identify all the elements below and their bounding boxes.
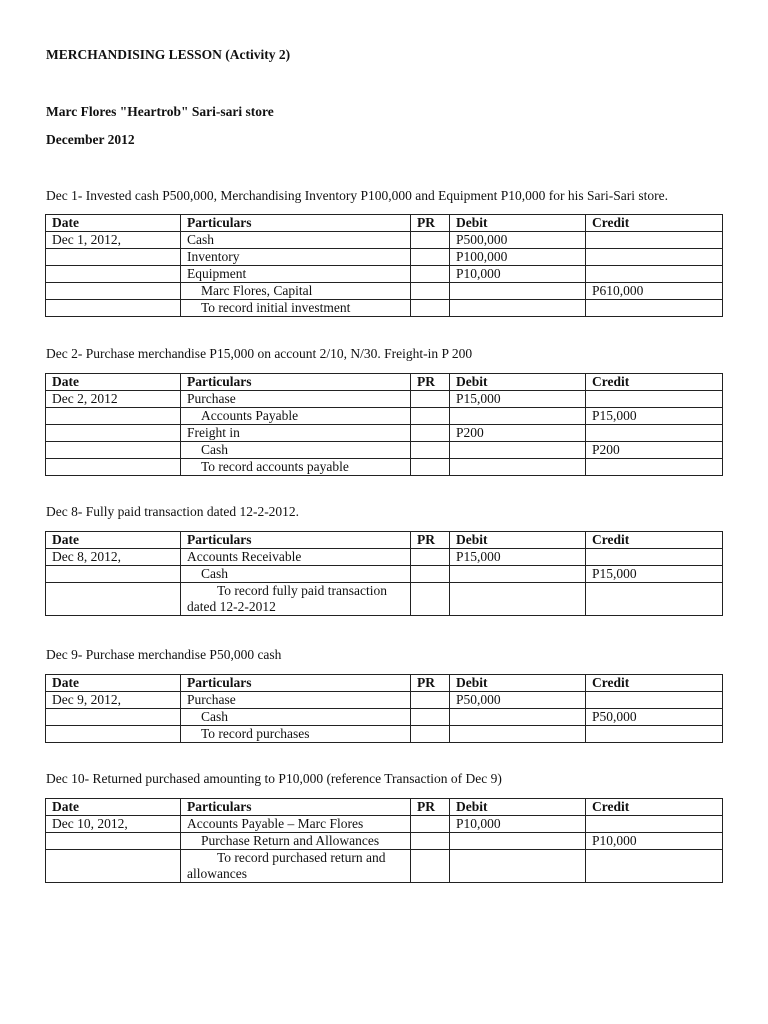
cell-particulars: To record purchased return and allowances <box>181 850 411 883</box>
journal-table <box>45 531 723 616</box>
cell-debit <box>450 726 586 743</box>
cell-pr <box>411 266 450 283</box>
cell-credit <box>586 266 723 283</box>
cell-particulars: Accounts Payable – Marc Flores <box>181 816 411 833</box>
table-row <box>46 583 723 616</box>
cell-pr <box>411 833 450 850</box>
header-credit: Credit <box>586 799 723 816</box>
cell-debit: P10,000 <box>450 266 586 283</box>
cell-debit: P500,000 <box>450 232 586 249</box>
header-debit: Debit <box>450 374 586 391</box>
cell-pr <box>411 442 450 459</box>
table-row <box>46 549 723 566</box>
cell-debit <box>450 459 586 476</box>
cell-date: Dec 9, 2012, <box>46 692 181 709</box>
table-row <box>46 266 723 283</box>
cell-pr <box>411 850 450 883</box>
header-date: Date <box>46 675 181 692</box>
table-row <box>46 459 723 476</box>
header-particulars: Particulars <box>181 532 411 549</box>
cell-pr <box>411 549 450 566</box>
cell-date: Dec 2, 2012 <box>46 391 181 408</box>
cell-date <box>46 266 181 283</box>
cell-particulars: Freight in <box>181 425 411 442</box>
header-credit: Credit <box>586 215 723 232</box>
cell-pr <box>411 459 450 476</box>
cell-credit <box>586 425 723 442</box>
cell-credit <box>586 232 723 249</box>
cell-date <box>46 283 181 300</box>
table-header-row <box>46 374 723 391</box>
cell-particulars: To record fully paid transaction dated 12-2-2012 <box>181 583 411 616</box>
period: December 2012 <box>46 132 135 147</box>
header-pr: PR <box>411 675 450 692</box>
header-debit: Debit <box>450 675 586 692</box>
table-row <box>46 249 723 266</box>
transaction-description: Dec 8- Fully paid transaction dated 12-2-2012. <box>46 504 300 519</box>
cell-date <box>46 459 181 476</box>
document-title: MERCHANDISING LESSON (Activity 2) <box>46 47 291 62</box>
table-row <box>46 833 723 850</box>
cell-credit <box>586 816 723 833</box>
cell-credit <box>586 459 723 476</box>
cell-pr <box>411 283 450 300</box>
cell-debit <box>450 442 586 459</box>
table-row <box>46 709 723 726</box>
cell-pr <box>411 816 450 833</box>
cell-credit <box>586 391 723 408</box>
cell-pr <box>411 566 450 583</box>
journal-table <box>45 798 723 883</box>
cell-credit <box>586 583 723 616</box>
cell-particulars: To record accounts payable <box>181 459 411 476</box>
table-row <box>46 232 723 249</box>
table-row <box>46 391 723 408</box>
cell-particulars: Cash <box>181 232 411 249</box>
cell-credit: P15,000 <box>586 408 723 425</box>
cell-debit <box>450 408 586 425</box>
cell-date: Dec 8, 2012, <box>46 549 181 566</box>
cell-pr <box>411 249 450 266</box>
cell-debit <box>450 850 586 883</box>
cell-debit <box>450 283 586 300</box>
transaction-description: Dec 1- Invested cash P500,000, Merchandising Inventory P100,000 and Equipment P10,000 for his Sari-Sari store. <box>46 188 669 203</box>
cell-date <box>46 709 181 726</box>
table-row <box>46 566 723 583</box>
cell-particulars: Accounts Receivable <box>181 549 411 566</box>
table-header-row <box>46 215 723 232</box>
cell-debit <box>450 300 586 317</box>
cell-particulars: Cash <box>181 566 411 583</box>
cell-date <box>46 442 181 459</box>
cell-debit: P15,000 <box>450 391 586 408</box>
cell-credit: P50,000 <box>586 709 723 726</box>
cell-credit: P610,000 <box>586 283 723 300</box>
journal-table <box>45 373 723 476</box>
header-pr: PR <box>411 374 450 391</box>
table-row <box>46 408 723 425</box>
cell-particulars: Purchase <box>181 391 411 408</box>
table-row <box>46 442 723 459</box>
journal-table <box>45 674 723 743</box>
cell-pr <box>411 425 450 442</box>
transaction-description: Dec 10- Returned purchased amounting to P10,000 (reference Transaction of Dec 9) <box>46 771 502 786</box>
cell-particulars: Accounts Payable <box>181 408 411 425</box>
cell-debit: P15,000 <box>450 549 586 566</box>
cell-credit <box>586 692 723 709</box>
store-name: Marc Flores "Heartrob" Sari-sari store <box>46 104 274 119</box>
header-particulars: Particulars <box>181 374 411 391</box>
table-header-row <box>46 532 723 549</box>
header-particulars: Particulars <box>181 799 411 816</box>
header-credit: Credit <box>586 675 723 692</box>
cell-date <box>46 726 181 743</box>
header-pr: PR <box>411 215 450 232</box>
cell-debit <box>450 709 586 726</box>
header-pr: PR <box>411 799 450 816</box>
cell-pr <box>411 232 450 249</box>
cell-date: Dec 10, 2012, <box>46 816 181 833</box>
table-row <box>46 300 723 317</box>
header-date: Date <box>46 532 181 549</box>
table-row <box>46 726 723 743</box>
cell-credit <box>586 300 723 317</box>
cell-pr <box>411 692 450 709</box>
cell-debit: P100,000 <box>450 249 586 266</box>
cell-debit: P10,000 <box>450 816 586 833</box>
header-credit: Credit <box>586 532 723 549</box>
cell-date <box>46 425 181 442</box>
header-date: Date <box>46 215 181 232</box>
table-header-row <box>46 675 723 692</box>
cell-credit: P15,000 <box>586 566 723 583</box>
cell-debit <box>450 566 586 583</box>
cell-particulars: Purchase <box>181 692 411 709</box>
table-header-row <box>46 799 723 816</box>
header-particulars: Particulars <box>181 215 411 232</box>
cell-date <box>46 408 181 425</box>
cell-pr <box>411 408 450 425</box>
cell-date <box>46 583 181 616</box>
cell-particulars: Cash <box>181 442 411 459</box>
cell-debit: P50,000 <box>450 692 586 709</box>
cell-credit <box>586 850 723 883</box>
header-pr: PR <box>411 532 450 549</box>
cell-date <box>46 300 181 317</box>
cell-particulars: Inventory <box>181 249 411 266</box>
cell-pr <box>411 709 450 726</box>
header-credit: Credit <box>586 374 723 391</box>
table-row <box>46 692 723 709</box>
cell-pr <box>411 583 450 616</box>
cell-date <box>46 249 181 266</box>
cell-debit <box>450 583 586 616</box>
cell-credit <box>586 726 723 743</box>
cell-particulars: Equipment <box>181 266 411 283</box>
cell-particulars: To record initial investment <box>181 300 411 317</box>
header-debit: Debit <box>450 799 586 816</box>
table-row <box>46 850 723 883</box>
table-row <box>46 283 723 300</box>
cell-credit: P10,000 <box>586 833 723 850</box>
table-row <box>46 816 723 833</box>
cell-date <box>46 833 181 850</box>
journal-table <box>45 214 723 317</box>
cell-credit <box>586 249 723 266</box>
header-debit: Debit <box>450 215 586 232</box>
cell-debit <box>450 833 586 850</box>
header-date: Date <box>46 799 181 816</box>
header-date: Date <box>46 374 181 391</box>
cell-pr <box>411 300 450 317</box>
cell-particulars: Purchase Return and Allowances <box>181 833 411 850</box>
cell-particulars: Marc Flores, Capital <box>181 283 411 300</box>
table-row <box>46 425 723 442</box>
header-particulars: Particulars <box>181 675 411 692</box>
cell-particulars: Cash <box>181 709 411 726</box>
cell-pr <box>411 726 450 743</box>
transaction-description: Dec 2- Purchase merchandise P15,000 on account 2/10, N/30. Freight-in P 200 <box>46 346 473 361</box>
cell-credit <box>586 549 723 566</box>
cell-credit: P200 <box>586 442 723 459</box>
cell-pr <box>411 391 450 408</box>
cell-date: Dec 1, 2012, <box>46 232 181 249</box>
cell-particulars: To record purchases <box>181 726 411 743</box>
cell-debit: P200 <box>450 425 586 442</box>
cell-date <box>46 850 181 883</box>
transaction-description: Dec 9- Purchase merchandise P50,000 cash <box>46 647 282 662</box>
cell-date <box>46 566 181 583</box>
header-debit: Debit <box>450 532 586 549</box>
